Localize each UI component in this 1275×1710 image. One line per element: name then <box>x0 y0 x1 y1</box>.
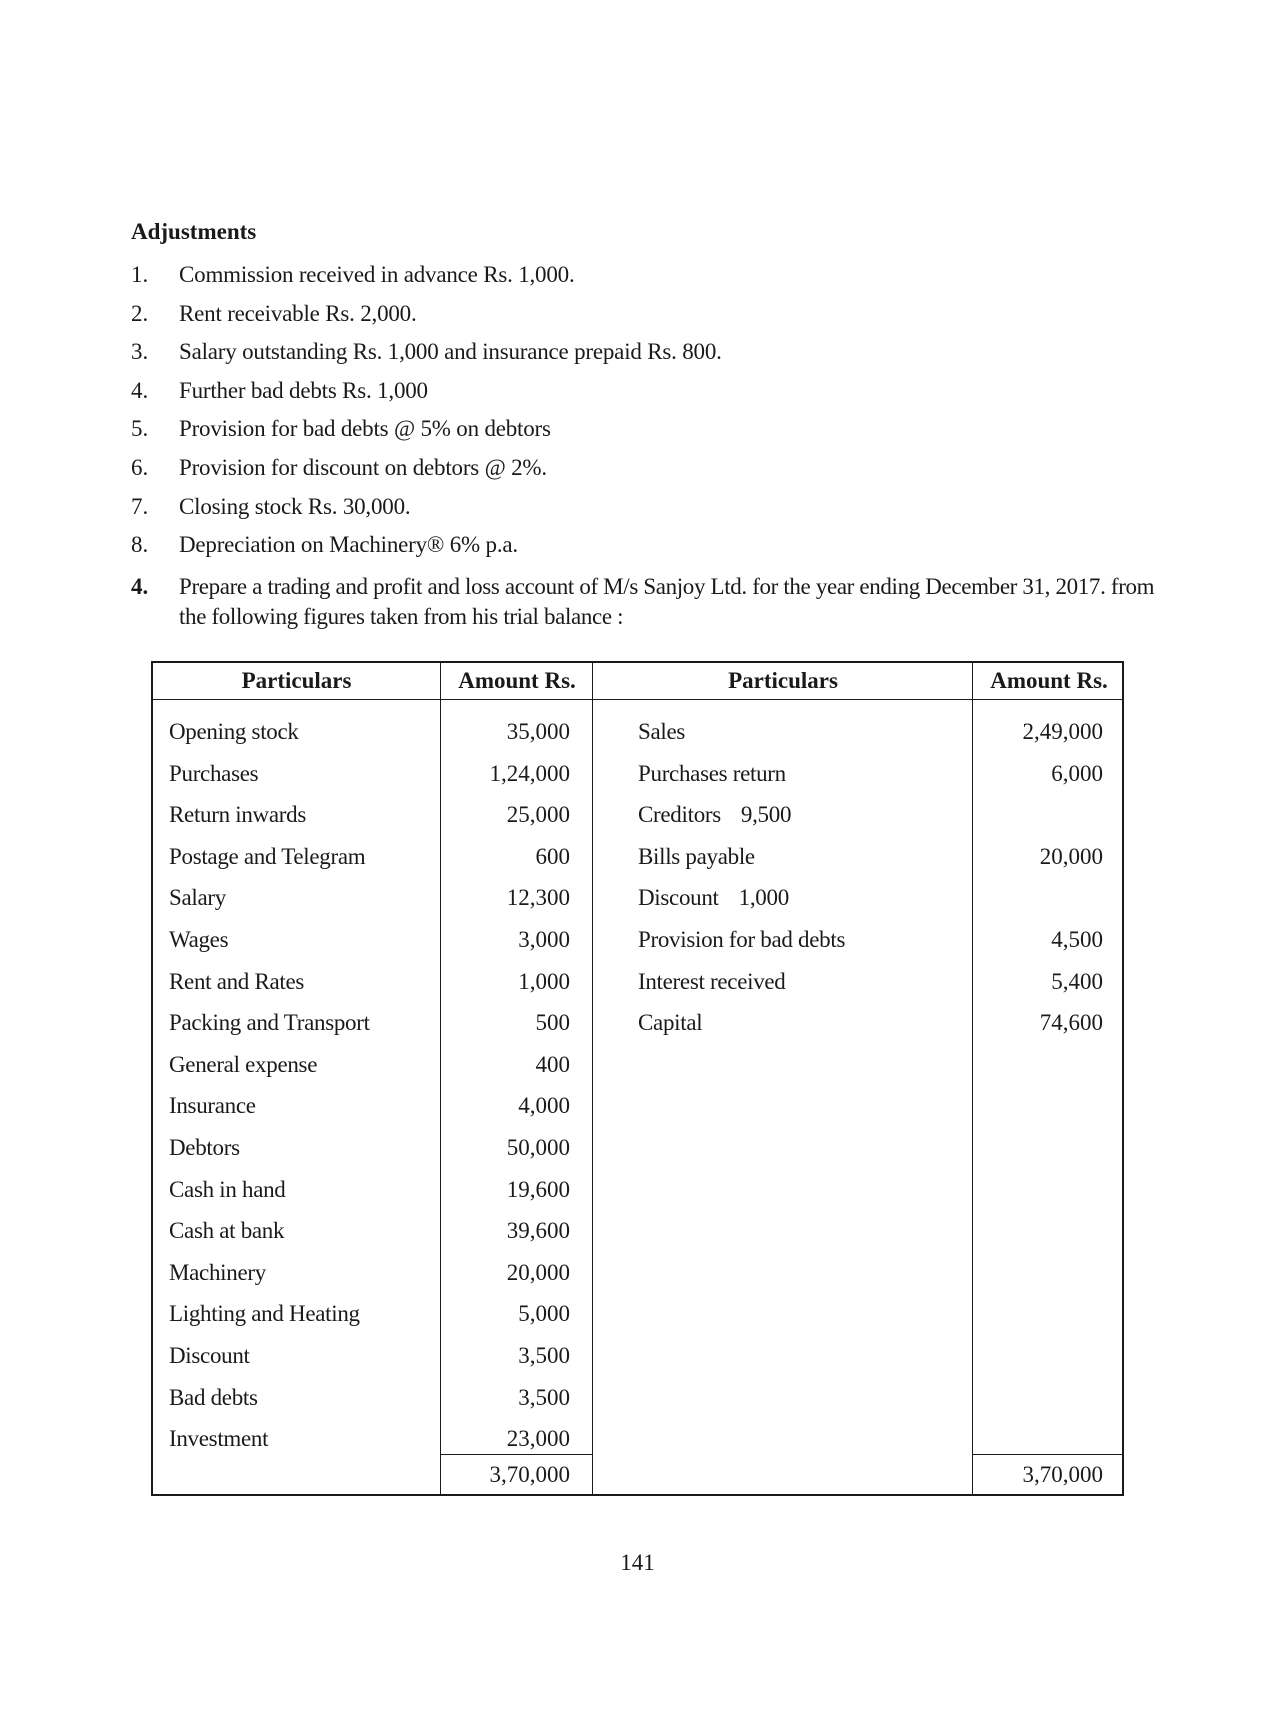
adjustment-text: Commission received in advance Rs. 1,000. <box>179 262 575 287</box>
adjustment-item <box>131 372 1131 411</box>
adjustment-text: Salary outstanding Rs. 1,000 and insurance prepaid Rs. 800. <box>179 339 722 365</box>
adjustment-text: Provision for discount on debtors @ 2%. <box>179 454 547 480</box>
left-particular: Cash at bank <box>169 1218 285 1244</box>
table-row <box>153 1127 1122 1169</box>
table-row <box>153 1210 1122 1252</box>
adjustment-number: 8. <box>131 532 149 558</box>
adjustment-item <box>131 410 1131 449</box>
left-particular: General expense <box>169 1051 318 1077</box>
right-particular: Interest received <box>638 968 786 994</box>
adjustment-item <box>131 256 1131 295</box>
right-amount: 4,500 <box>1051 926 1103 952</box>
adjustment-number: 5. <box>131 416 149 442</box>
header-divider <box>153 699 1124 700</box>
left-amount: 5,000 <box>518 1301 570 1327</box>
right-particular: Bills payable <box>638 843 755 869</box>
left-particular: Purchases <box>169 760 259 786</box>
adjustment-text: Further bad debts Rs. 1,000 <box>179 377 428 403</box>
adjustment-text: Rent receivable Rs. 2,000. <box>179 300 417 326</box>
left-amount: 3,500 <box>518 1342 570 1368</box>
left-particular: Bad debts <box>169 1384 258 1410</box>
header-right-amount: Amount Rs. <box>990 668 1108 693</box>
left-amount: 3,000 <box>518 926 570 952</box>
adjustment-text: Closing stock Rs. 30,000. <box>179 493 411 519</box>
page-number: 141 <box>620 1550 655 1575</box>
left-amount: 20,000 <box>506 1259 570 1285</box>
right-amount: 20,000 <box>1039 843 1103 869</box>
header-left-particulars: Particulars <box>241 668 352 693</box>
left-amount: 1,24,000 <box>489 760 570 786</box>
right-amount: 2,49,000 <box>1022 719 1103 744</box>
table-row <box>153 1293 1122 1335</box>
left-amount: 4,000 <box>518 1093 570 1119</box>
question-text: Prepare a trading and profit and loss account of M/s Sanjoy Ltd. for the year ending December 31, 2017. from the following figures taken from his trial balance : <box>179 574 1155 629</box>
table-row <box>153 753 1122 795</box>
left-particular: Return inwards <box>169 802 306 828</box>
left-amount: 3,500 <box>518 1384 570 1410</box>
right-particular: Creditors 9,500 <box>638 802 792 828</box>
header-left-amount: Amount Rs. <box>458 668 576 693</box>
left-particular: Packing and Transport <box>169 1010 370 1036</box>
table-row <box>153 1002 1122 1044</box>
left-particular: Lighting and Heating <box>169 1301 360 1327</box>
left-particular: Debtors <box>169 1134 240 1160</box>
left-particular: Machinery <box>169 1259 266 1285</box>
left-amount: 12,300 <box>506 885 570 911</box>
table-row <box>153 1085 1122 1127</box>
right-particular: Sales <box>638 719 686 744</box>
table-row <box>153 794 1122 836</box>
right-particular: Capital <box>638 1010 703 1036</box>
table-row <box>153 711 1122 753</box>
left-amount: 25,000 <box>506 802 570 828</box>
adjustment-number: 6. <box>131 454 149 480</box>
adjustment-item <box>131 333 1131 372</box>
right-total: 3,70,000 <box>1022 1462 1103 1487</box>
adjustment-item <box>131 449 1131 488</box>
left-particular: Insurance <box>169 1093 256 1119</box>
left-particular: Discount <box>169 1342 250 1368</box>
table-body <box>153 711 1122 1460</box>
right-amount: 74,600 <box>1039 1010 1103 1036</box>
total-row <box>153 1455 1122 1495</box>
table-row <box>153 877 1122 919</box>
left-particular: Cash in hand <box>169 1176 286 1202</box>
trial-balance-table <box>151 661 1124 1496</box>
question-number: 4. <box>131 574 149 599</box>
left-amount: 39,600 <box>506 1218 570 1244</box>
adjustment-text: Provision for bad debts @ 5% on debtors <box>179 416 551 442</box>
adjustment-number: 1. <box>131 262 149 287</box>
right-particular: Provision for bad debts <box>638 926 846 952</box>
left-particular: Investment <box>169 1426 269 1452</box>
left-particular: Wages <box>169 926 229 952</box>
adjustment-item <box>131 488 1131 527</box>
table-row <box>153 1169 1122 1211</box>
adjustment-item <box>131 295 1131 334</box>
adjustment-number: 7. <box>131 493 149 519</box>
adjustment-item <box>131 526 1131 565</box>
table-row <box>153 961 1122 1003</box>
left-particular: Opening stock <box>169 719 299 744</box>
left-amount: 35,000 <box>506 719 570 744</box>
left-amount: 500 <box>535 1010 570 1036</box>
left-amount: 600 <box>535 843 570 869</box>
right-amount: 6,000 <box>1051 760 1103 786</box>
left-amount: 23,000 <box>506 1426 570 1452</box>
right-amount: 5,400 <box>1051 968 1103 994</box>
table-row <box>153 1252 1122 1294</box>
adjustment-text: Depreciation on Machinery® 6% p.a. <box>179 532 518 558</box>
adjustment-number: 4. <box>131 377 149 403</box>
table-row <box>153 1044 1122 1086</box>
adjustments-heading: Adjustments <box>131 219 257 244</box>
header-right-particulars: Particulars <box>728 668 838 693</box>
adjustments-list <box>131 256 1131 565</box>
left-particular: Rent and Rates <box>169 968 305 994</box>
left-amount: 50,000 <box>506 1134 570 1160</box>
left-total: 3,70,000 <box>489 1462 570 1487</box>
right-particular: Discount 1,000 <box>638 885 789 911</box>
adjustment-number: 3. <box>131 339 149 365</box>
table-row <box>153 919 1122 961</box>
left-particular: Salary <box>169 885 226 911</box>
table-row <box>153 836 1122 878</box>
left-particular: Postage and Telegram <box>169 843 366 869</box>
left-amount: 1,000 <box>518 968 570 994</box>
left-amount: 400 <box>535 1051 570 1077</box>
table-row <box>153 1335 1122 1377</box>
table-row <box>153 1377 1122 1419</box>
adjustment-number: 2. <box>131 300 149 326</box>
right-particular: Purchases return <box>638 760 786 786</box>
left-amount: 19,600 <box>506 1176 570 1202</box>
table-row <box>153 1418 1122 1460</box>
